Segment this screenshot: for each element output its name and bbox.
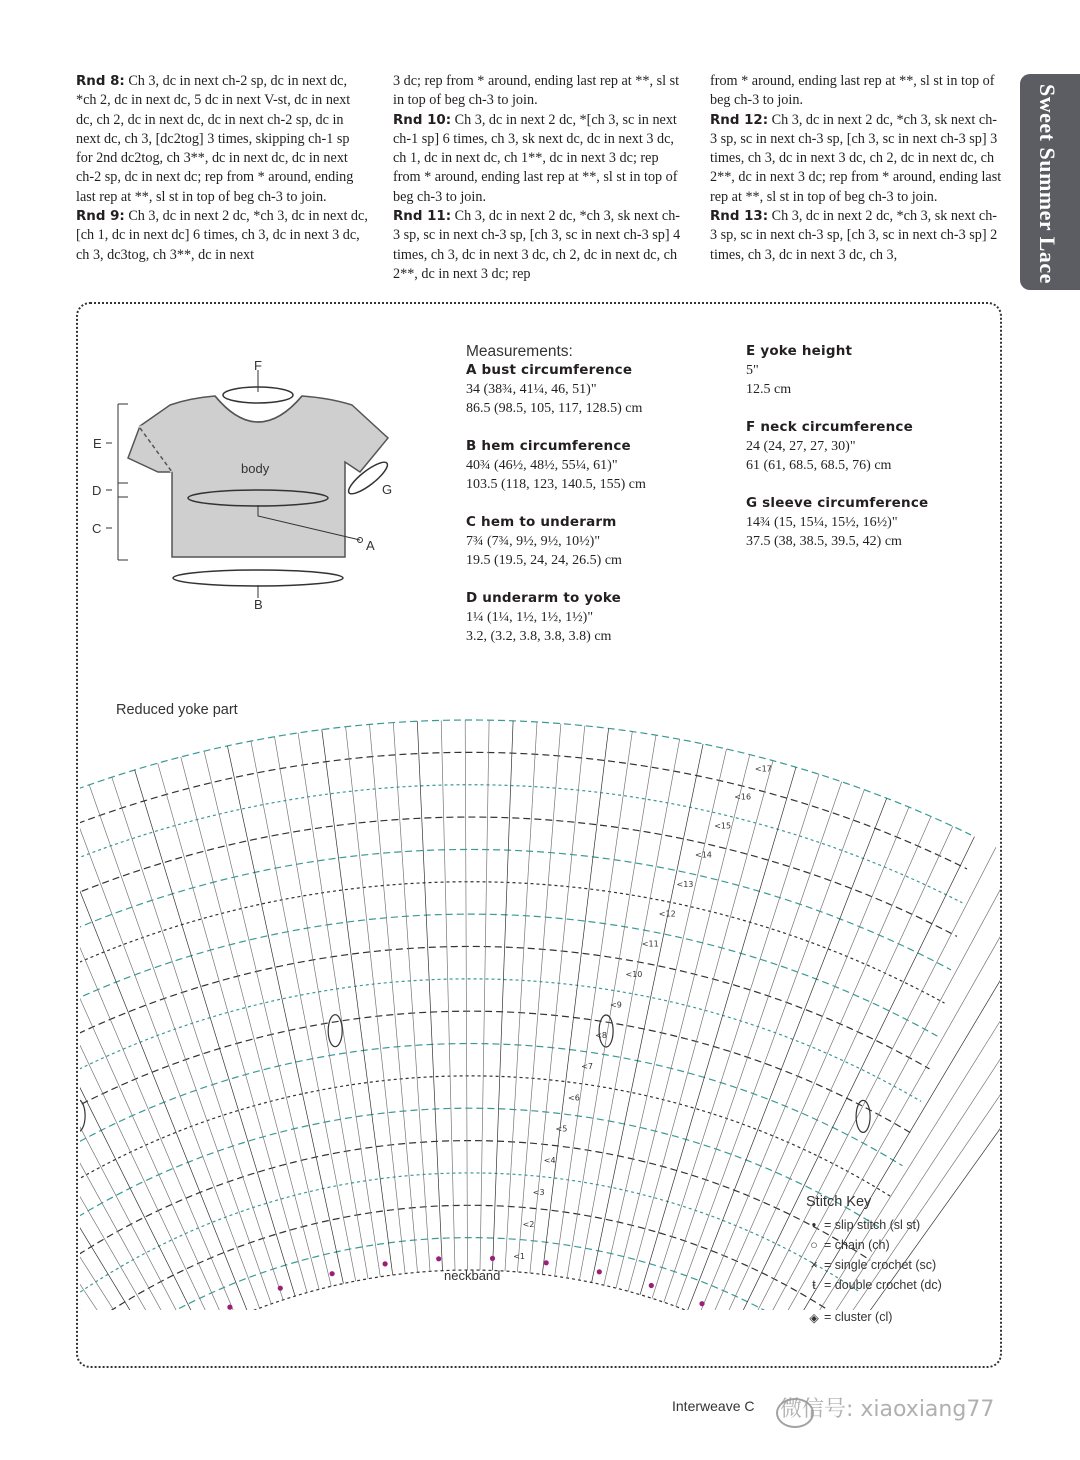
round-number: <17: [754, 764, 772, 774]
stitch-key-label: = chain (ch): [824, 1238, 890, 1252]
measurements-right: [746, 342, 928, 551]
measurements-left: [466, 342, 646, 646]
round-number: <2: [522, 1219, 535, 1229]
chart-stitch-column: [80, 802, 248, 1310]
measure-e-head: E yoke height: [746, 343, 853, 359]
instruction-paragraph: [710, 207, 1002, 265]
measure-b-head: B hem circumference: [466, 438, 631, 454]
round-number: <10: [625, 969, 643, 979]
stitch-symbol-icon: ◈: [809, 1311, 819, 1325]
schematic-label-f: F: [254, 358, 262, 373]
chart-stitch-column: [604, 749, 727, 1285]
chart-stitch-column: [80, 811, 236, 1310]
instruction-paragraph: [76, 72, 368, 207]
stitch-key-row: [806, 1258, 942, 1278]
stitch-key-row: [806, 1238, 942, 1258]
chart-round-arc: [80, 785, 962, 903]
round-number: <3: [532, 1187, 545, 1197]
instruction-text: 3 dc; rep from * around, ending last rep at **, sl st in top of beg ch-3 to join.: [393, 73, 680, 109]
round-number: <12: [658, 909, 676, 919]
round-number: <14: [695, 850, 712, 860]
stitch-key-row: [806, 1278, 942, 1310]
instructions-column-2: [393, 72, 685, 284]
measure-d-in: 1¼ (1¼, 1½, 1½, 1½)": [466, 610, 594, 625]
instruction-paragraph: [393, 72, 685, 111]
stitch-key-title: Stitch Key: [806, 1194, 872, 1210]
round-label: Rnd 12:: [710, 112, 769, 128]
round-number: <16: [734, 792, 752, 802]
round-label: Rnd 10:: [393, 112, 452, 128]
chart-stitch-column: [80, 926, 127, 1310]
chart-round-arc: [80, 720, 971, 835]
measure-f-cm: 61 (61, 68.5, 68.5, 76) cm: [746, 458, 892, 473]
slip-stitch: [544, 1260, 549, 1265]
instructions-column-1: [76, 72, 368, 265]
stitch-key-label: = double crochet (dc): [824, 1278, 942, 1292]
body-outline: [128, 396, 388, 557]
round-number: <6: [568, 1093, 580, 1103]
stitch-key: [806, 1194, 942, 1330]
chart-stitch-column: [80, 913, 137, 1310]
instruction-paragraph: [710, 111, 1002, 207]
measure-a-cm: 86.5 (98.5, 105, 117, 128.5) cm: [466, 401, 643, 416]
chart-stitch-column: [542, 728, 608, 1274]
chart-stitch-column: [393, 723, 430, 1272]
instruction-text: Ch 3, dc in next 2 dc, *ch 3, sk next ch-3 sp, sc in next ch-3 sp, [ch 3, sc in next ch-3 sp] 2 times, ch 3, dc in next 3 dc, ch 3,: [710, 208, 998, 263]
measure-b-cm: 103.5 (118, 123, 140.5, 155) cm: [466, 477, 646, 492]
instruction-paragraph: [393, 111, 685, 207]
yoke-chart-title: Reduced yoke part: [116, 702, 238, 718]
instruction-text: Ch 3, dc in next 2 dc, *[ch 3, sc in next ch-1 sp] 6 times, ch 3, sk next dc, dc in next 3 dc, ch 1, dc in next dc, ch 1**, dc in next 3 dc; rep from * around, ending last rep at **, sl st in top of beg ch-3 to join.: [393, 111, 678, 205]
chart-stitch-column: [417, 721, 442, 1270]
slip-stitch: [490, 1256, 495, 1261]
measure-b-in: 40¾ (46½, 48½, 55¼, 61)": [466, 458, 618, 473]
schematic-label-b: B: [254, 597, 263, 612]
measure-f-in: 24 (24, 27, 27, 30)": [746, 439, 856, 454]
round-number: <5: [555, 1124, 568, 1134]
measure-e-cm: 12.5 cm: [746, 382, 792, 397]
section-tab-label: Sweet Summer Lace: [1035, 84, 1060, 284]
round-number: <4: [543, 1156, 556, 1166]
slip-stitch: [436, 1256, 441, 1261]
slip-stitch: [383, 1261, 388, 1266]
chart-round-arc: [80, 752, 967, 869]
instruction-text: Ch 3, dc in next 2 dc, *ch 3, sk next ch-3 sp, sc in next ch-3 sp, [ch 3, sc in next ch-3 sp] 4 times, ch 3, dc in next 3 dc, ch 2, dc in next dc, ch 2**, dc in next 3 dc; rep: [393, 208, 681, 282]
publisher-footer: Interweave C: [672, 1398, 755, 1414]
schematic-label-a: A: [366, 538, 375, 553]
chart-stitch-column: [322, 730, 393, 1275]
stitch-key-label: = slip stitch (sl st): [824, 1218, 921, 1232]
measure-g-cm: 37.5 (38, 38.5, 39.5, 42) cm: [746, 534, 902, 549]
round-number: <13: [676, 880, 694, 889]
round-label: Rnd 9:: [76, 209, 125, 225]
schematic-label-g: G: [382, 482, 393, 497]
garment-schematic: [80, 355, 410, 615]
instruction-text: from * around, ending last rep at **, sl st in top of beg ch-3 to join.: [710, 73, 995, 109]
round-label: Rnd 8:: [76, 74, 125, 89]
chart-round-arc: [80, 1076, 892, 1198]
slip-stitch: [330, 1271, 335, 1276]
stitch-key-row: [806, 1310, 942, 1330]
instruction-text: Ch 3, dc in next ch-2 sp, dc in next dc, *ch 2, dc in next dc, 5 dc in next V-st, dc in next dc, ch 2, dc in next dc, dc in next ch-2 sp, dc in next dc, ch 3, [dc2tog] 3 times, skipping ch-1 sp for 2nd dc2tog, ch 3**, dc in next dc, dc in next ch-2 sp, dc in next dc; rep from * around, ending last rep at **, sl st in top of beg ch-3 to join.: [76, 73, 354, 205]
schematic-label-e: E: [93, 436, 102, 451]
round-number: <1: [513, 1251, 525, 1261]
chart-stitch-column: [80, 830, 214, 1310]
instruction-paragraph: [710, 72, 1002, 111]
chart-stitch-column: [616, 755, 750, 1288]
chart-stitch-column: [441, 720, 455, 1270]
measure-f-head: F neck circumference: [746, 419, 913, 435]
chart-stitch-column: [480, 720, 489, 1270]
schematic-label-c: C: [92, 521, 102, 536]
slip-stitch: [649, 1283, 654, 1288]
measure-g-head: G sleeve circumference: [746, 495, 929, 511]
measure-a-head: A bust circumference: [466, 362, 633, 378]
measure-c-head: C hem to underarm: [466, 514, 617, 530]
measure-e-in: 5": [746, 363, 759, 378]
measurements-title: Measurements:: [466, 343, 573, 360]
stitch-symbol-icon: ŧ: [812, 1278, 816, 1292]
stitch-symbol-icon: ○: [810, 1238, 818, 1252]
watermark-text: 微信号: xiaoxiang77: [780, 1397, 995, 1422]
measure-g-in: 14¾ (15, 15¼, 15½, 16½)": [746, 515, 898, 530]
round-number: <7: [581, 1062, 593, 1072]
slip-stitch: [227, 1305, 232, 1310]
chart-stitch-column: [89, 785, 271, 1304]
measure-a-in: 34 (38¾, 41¼, 46, 51)": [466, 382, 597, 397]
instruction-text: Ch 3, dc in next 2 dc, *ch 3, dc in next dc, [ch 1, dc in next dc] 6 times, ch 3, dc in next 3 dc, ch 3, dc3tog, ch 3**, dc in next: [76, 208, 368, 263]
measure-c-cm: 19.5 (19.5, 24, 24, 26.5) cm: [466, 553, 622, 568]
chart-stitch-column: [80, 900, 148, 1310]
schematic-body-label: body: [241, 461, 270, 476]
round-label: Rnd 13:: [710, 209, 769, 225]
measure-d-cm: 3.2, (3.2, 3.8, 3.8, 3.8) cm: [466, 629, 612, 644]
stitch-key-label: = cluster (cl): [824, 1310, 893, 1324]
schematic-label-d: D: [92, 483, 102, 498]
round-label: Rnd 11:: [393, 209, 452, 225]
instructions-column-3: [710, 72, 1002, 265]
section-tab: [1020, 74, 1080, 290]
measure-d-head: D underarm to yoke: [466, 590, 622, 606]
round-number: <15: [714, 821, 732, 831]
stitch-key-label: = single crochet (sc): [824, 1258, 937, 1272]
slip-stitch: [699, 1301, 704, 1306]
measure-c-in: 7¾ (7¾, 9½, 9½, 10½)": [466, 534, 601, 549]
chart-stitch-column: [465, 720, 467, 1270]
cluster-stitch: [80, 1100, 85, 1132]
stitch-key-row: [806, 1218, 942, 1238]
chart-round-arc: [80, 1044, 902, 1166]
chart-stitch-column: [579, 739, 679, 1280]
instruction-paragraph: [76, 207, 368, 265]
slip-stitch: [278, 1286, 283, 1291]
instruction-paragraph: [393, 207, 685, 284]
round-number: <8: [595, 1031, 607, 1041]
round-number: <9: [610, 1000, 622, 1010]
chart-stitch-column: [80, 841, 202, 1310]
chart-stitch-column: [592, 744, 704, 1283]
chart-round-arc: [80, 882, 945, 1003]
neckband-label: neckband: [444, 1268, 501, 1283]
chart-stitch-column: [80, 820, 225, 1310]
chart-stitch-column: [370, 724, 418, 1272]
slip-stitch: [597, 1269, 602, 1274]
stitch-symbol-icon: ×: [810, 1258, 818, 1272]
round-number: <11: [641, 939, 659, 949]
stitch-symbol-icon: •: [811, 1218, 817, 1232]
chart-stitch-column: [181, 757, 319, 1289]
chart-stitch-column: [346, 727, 406, 1274]
instruction-text: Ch 3, dc in next 2 dc, *ch 3, sk next ch-3 sp, sc in next ch-3 sp, [ch 3, sc in next ch-3 sp] 3 times, ch 3, dc in next 3 dc, ch 2, dc in next dc, ch 2**, dc in next 3 dc; rep from * around, ending last rep at **, sl st in top of beg ch-3 to join.: [710, 111, 1002, 205]
cluster-stitch: [328, 1015, 342, 1047]
